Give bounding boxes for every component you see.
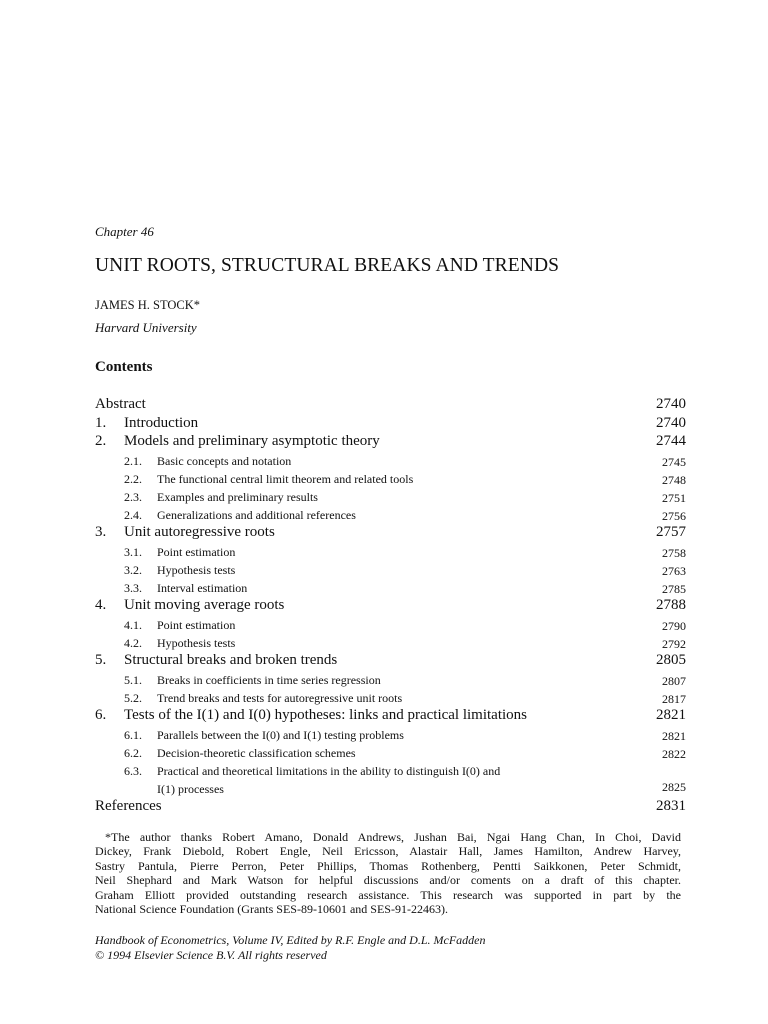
toc-entry-number: 5. xyxy=(95,652,107,669)
footnote-line: Neil Shephard and Mark Watson for helpful discussions and/or coments on a draft of this chapter. xyxy=(95,873,681,888)
chapter-title: UNIT ROOTS, STRUCTURAL BREAKS AND TRENDS xyxy=(95,255,560,276)
toc-entry-page: 2822 xyxy=(662,746,686,761)
toc-entry-title: Hypothesis tests xyxy=(157,562,236,577)
toc-entry-number: 3.2. xyxy=(124,562,142,577)
toc-entry-number: 4. xyxy=(95,597,107,614)
toc-section-entry xyxy=(95,433,686,452)
toc-entry-title: Parallels between the I(0) and I(1) testing problems xyxy=(157,727,404,742)
toc-entry-title: Unit moving average roots xyxy=(124,597,285,614)
toc-section-entry xyxy=(95,524,686,543)
toc-entry-title: Interval estimation xyxy=(157,581,248,596)
toc-subsection-entry xyxy=(95,744,686,762)
toc-subsection-entry xyxy=(95,506,686,524)
toc-entry-page: 2792 xyxy=(662,637,686,651)
toc-subsection-entry xyxy=(95,689,686,707)
toc-entry-title: Trend breaks and tests for autoregressive unit roots xyxy=(157,690,403,705)
toc-section-entry xyxy=(95,396,686,415)
toc-entry-page: 2821 xyxy=(662,728,686,743)
toc-subsection-entry xyxy=(95,488,686,506)
toc-subsection-entry xyxy=(95,543,686,561)
toc-entry-title: Point estimation xyxy=(157,544,236,559)
toc-entry-page: 2757 xyxy=(656,524,686,541)
toc-entry-page: 2805 xyxy=(656,652,686,669)
toc-entry-number: 6.2. xyxy=(124,745,142,760)
toc-entry-title: Tests of the I(1) and I(0) hypotheses: links and practical limitations xyxy=(124,707,528,724)
toc-entry-page: 2821 xyxy=(656,707,686,724)
toc-section-entry xyxy=(95,652,686,671)
table-of-contents xyxy=(95,396,686,817)
toc-subsection-entry xyxy=(95,579,686,597)
toc-entry-number: 3.1. xyxy=(124,544,142,559)
toc-subsection-entry xyxy=(95,726,686,744)
footnote-line: Sastry Pantula, Pierre Perron, Peter Phillips, Thomas Rothenberg, Pentti Saikkonen, Peter Schmidt, xyxy=(95,858,681,873)
toc-entry-page: 2790 xyxy=(662,618,686,633)
toc-entry-number: 2.4. xyxy=(124,508,142,523)
author-affiliation: Harvard University xyxy=(95,320,197,335)
toc-entry-page: 2817 xyxy=(662,691,686,706)
toc-entry-page: 2831 xyxy=(656,798,686,815)
footnote-line: Dickey, Frank Diebold, Robert Engle, Neil Ericsson, Alastair Hall, James Hamilton, Andrew Harvey, xyxy=(95,844,681,859)
toc-entry-page: 2740 xyxy=(656,414,686,431)
toc-subsection-entry xyxy=(95,452,686,470)
toc-section-entry xyxy=(95,415,686,434)
toc-entry-title: Introduction xyxy=(124,414,199,431)
toc-subsection-entry xyxy=(95,762,686,780)
toc-entry-number: 2. xyxy=(95,433,107,449)
toc-entry-title: I(1) processes xyxy=(157,782,224,797)
toc-entry-number: 4.2. xyxy=(124,636,142,650)
toc-entry-page: 2751 xyxy=(662,490,686,505)
toc-entry-number: 3. xyxy=(95,524,107,541)
toc-entry-page: 2825 xyxy=(662,780,686,795)
toc-entry-number: 3.3. xyxy=(124,581,142,596)
toc-entry-page: 2807 xyxy=(662,673,686,688)
toc-subsection-entry xyxy=(95,616,686,634)
toc-entry-page: 2744 xyxy=(656,433,686,449)
chapter-label: Chapter 46 xyxy=(95,224,154,239)
colophon-line: Handbook of Econometrics, Volume IV, Edited by R.F. Engle and D.L. McFadden xyxy=(95,933,486,947)
toc-subsection-entry xyxy=(95,470,686,488)
toc-entry-page: 2785 xyxy=(662,582,686,597)
publication-colophon xyxy=(95,933,681,963)
toc-entry-number: 6. xyxy=(95,707,107,724)
toc-entry-page: 2763 xyxy=(662,563,686,578)
toc-entry-title: Unit autoregressive roots xyxy=(124,524,275,541)
toc-section-entry xyxy=(95,597,686,616)
toc-entry-number: 2.2. xyxy=(124,471,142,486)
toc-section-entry xyxy=(95,798,686,817)
footnote-line: Graham Elliott provided outstanding research assistance. This research was supported in part by the xyxy=(95,887,681,902)
toc-subsection-entry xyxy=(95,634,686,652)
toc-entry-title: Breaks in coefficients in time series regression xyxy=(157,672,381,687)
toc-subsection-entry xyxy=(95,671,686,689)
toc-entry-title: Point estimation xyxy=(157,617,236,632)
toc-entry-page: 2745 xyxy=(662,454,686,469)
toc-entry-title: References xyxy=(95,798,162,815)
toc-entry-number: 5.1. xyxy=(124,672,142,687)
toc-entry-page: 2788 xyxy=(656,597,686,614)
toc-entry-title: Structural breaks and broken trends xyxy=(124,652,338,669)
toc-entry-number: 2.1. xyxy=(124,453,142,468)
footnote-line: National Science Foundation (Grants SES-89-10601 and SES-91-22463). xyxy=(95,902,448,917)
contents-heading: Contents xyxy=(95,359,153,375)
toc-subsection-entry xyxy=(95,561,686,579)
toc-entry-number: 6.3. xyxy=(124,763,142,778)
colophon-line: © 1994 Elsevier Science B.V. All rights reserved xyxy=(95,948,327,962)
toc-entry-title: Hypothesis tests xyxy=(157,636,236,650)
toc-entry-title: Examples and preliminary results xyxy=(157,489,318,504)
toc-entry-number: 4.1. xyxy=(124,617,142,632)
toc-entry-number: 1. xyxy=(95,414,107,431)
toc-entry-title: The functional central limit theorem and related tools xyxy=(157,471,414,486)
toc-entry-page: 2758 xyxy=(662,545,686,560)
toc-entry-page: 2740 xyxy=(656,396,686,412)
footnote-line: *The author thanks Robert Amano, Donald Andrews, Jushan Bai, Ngai Hang Chan, In Choi, David xyxy=(105,830,681,844)
toc-entry-number: 5.2. xyxy=(124,690,142,705)
toc-entry-title: Decision-theoretic classification schemes xyxy=(157,745,356,760)
toc-subsection-entry xyxy=(95,780,686,798)
toc-entry-title: Abstract xyxy=(95,396,146,412)
acknowledgement-footnote xyxy=(95,830,681,916)
toc-section-entry xyxy=(95,707,686,726)
toc-entry-title: Basic concepts and notation xyxy=(157,453,292,468)
toc-entry-number: 6.1. xyxy=(124,727,142,742)
toc-entry-title: Generalizations and additional references xyxy=(157,508,356,523)
toc-entry-page: 2756 xyxy=(662,509,686,524)
toc-entry-number: 2.3. xyxy=(124,489,142,504)
toc-entry-page: 2748 xyxy=(662,472,686,487)
toc-entry-title: Practical and theoretical limitations in the ability to distinguish I(0) and xyxy=(157,763,501,778)
toc-entry-title: Models and preliminary asymptotic theory xyxy=(124,433,380,449)
author-name: JAMES H. STOCK* xyxy=(95,298,200,312)
